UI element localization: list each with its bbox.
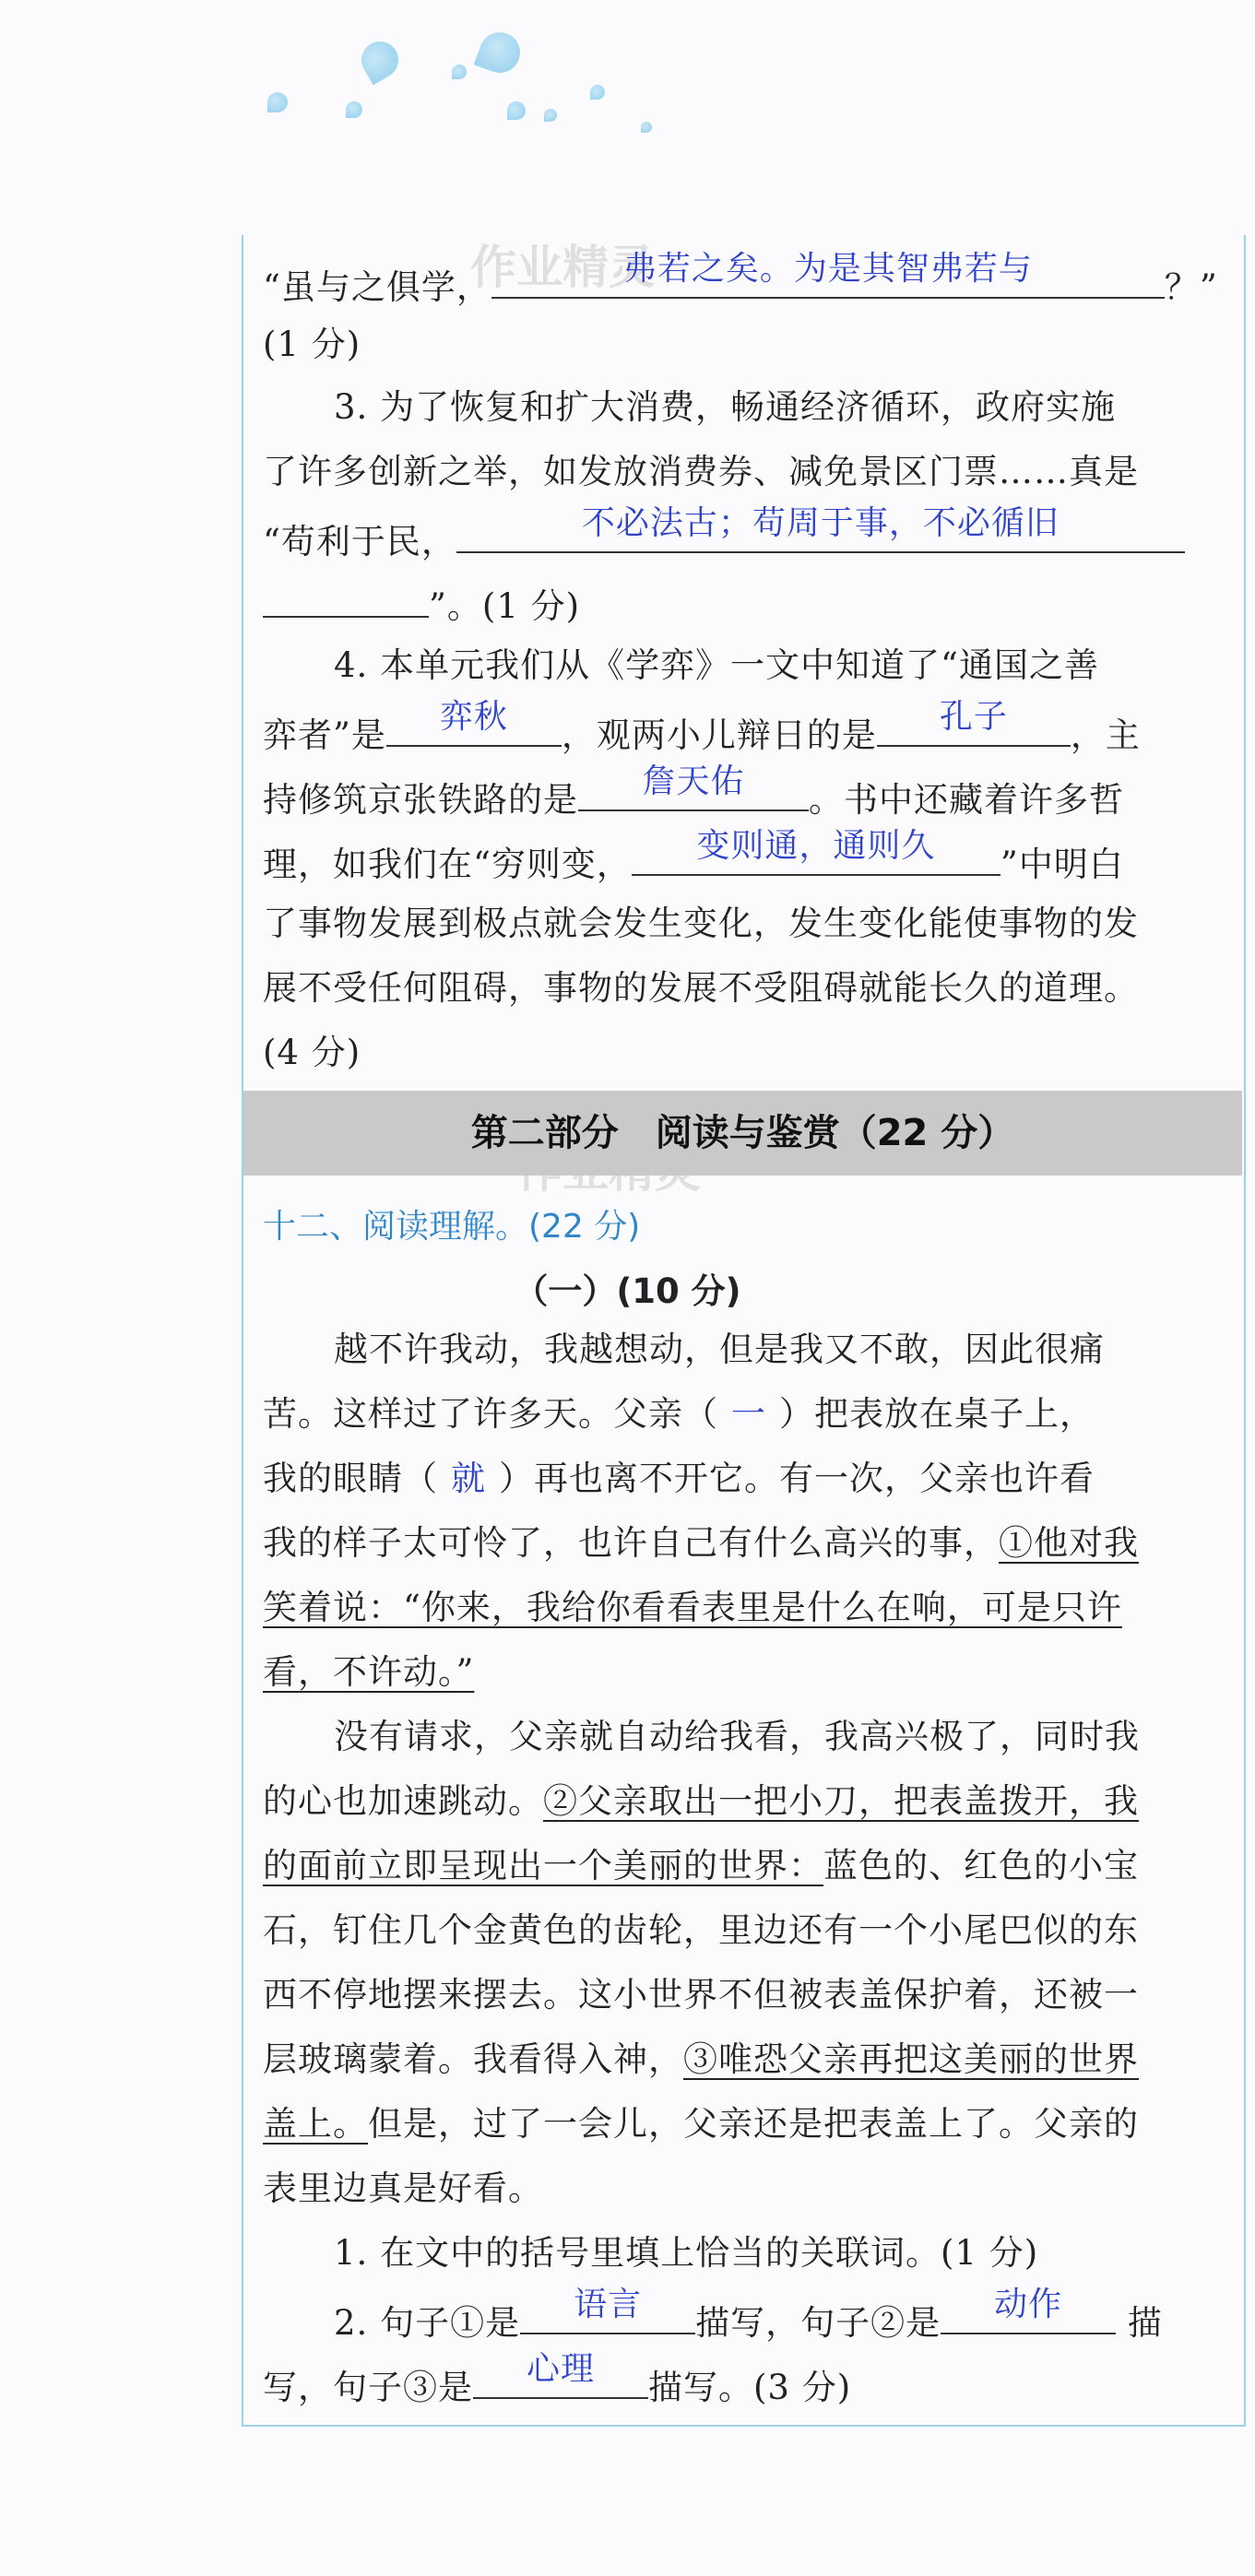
q2-answer-3: 心理: [526, 2350, 595, 2388]
sentence-2: ②父亲取出一把小刀，把表盖拨开，我: [543, 1781, 1139, 1821]
q4-score: (4 分): [263, 1033, 361, 1072]
q2-answer-2: 动作: [994, 2286, 1063, 2323]
question-2: 2. 句子①是 语言 描写，句子②是 动作 描: [334, 2296, 1163, 2346]
passage-line: 层玻璃蒙着。我看得入神，③唯恐父亲再把这美丽的世界: [263, 2039, 1139, 2079]
sentence-1: 笑着说：“你来，我给你看看表里是什么在响，可是只许: [263, 1588, 1122, 1627]
q3-answer: 不必法古；苟周于事，不必循旧: [581, 504, 1060, 542]
passage-line: 我的样子太可怜了，也许自己有什么高兴的事，①他对我: [263, 1523, 1139, 1563]
passage-line: 没有请求，父亲就自动给我看，我高兴极了，同时我: [334, 1717, 1140, 1756]
passage-line: 越不许我动，我越想动，但是我又不敢，因此很痛: [334, 1329, 1105, 1369]
passage-line: 的面前立即呈现出一个美丽的世界：蓝色的、红色的小宝: [263, 1846, 1139, 1885]
q4-line: 持修筑京张铁路的是 詹天佑 。书中还藏着许多哲: [263, 773, 1124, 822]
q3-line: 了许多创新之举，如发放消费券、减免景区门票……真是: [263, 452, 1139, 491]
q3-line: “苟利于民， 不必法古；苟周于事，不必循旧: [263, 514, 1185, 564]
sentence-1: ①他对我: [999, 1523, 1139, 1563]
section-title: 第二部分 阅读与鉴赏（22 分）: [243, 1091, 1242, 1176]
q4-answer-1: 弈秋: [439, 698, 508, 736]
passage-line: 的心也加速跳动。②父亲取出一把小刀，把表盖拨开，我: [263, 1781, 1139, 1821]
q3-line: 3. 为了恢复和扩大消费，畅通经济循环，政府实施: [334, 387, 1117, 427]
q3-line: ”。(1 分): [263, 579, 580, 629]
q4-line: 弈者”是 弈秋 ，观两小儿辩日的是 孔子 ，主: [263, 708, 1141, 758]
sentence-2: 的面前立即呈现出一个美丽的世界：: [263, 1846, 823, 1885]
question-1: 1. 在文中的括号里填上恰当的关联词。(1 分): [334, 2233, 1039, 2273]
fill-answer-1: 一: [731, 1394, 766, 1434]
q4-line: 展不受任何阻碍，事物的发展不受阻碍就能长久的道理。: [263, 968, 1139, 1008]
q2-answer: 弗若之矣。为是其智弗若与: [622, 250, 1033, 288]
passage-line: 西不停地摆来摆去。这小世界不但被表盖保护着，还被一: [263, 1975, 1139, 2015]
q4-answer-2: 孔子: [939, 698, 1008, 736]
q4-answer-4: 变则通，通则久: [696, 827, 936, 865]
q4-line: 理，如我们在“穷则变， 变则通，通则久 ”中明白: [263, 837, 1124, 887]
watermark: 作业精灵: [470, 241, 655, 294]
question-2: 写，句子③是 心理 描写。(3 分): [263, 2360, 851, 2410]
sentence-3: ③唯恐父亲再把这美丽的世界: [683, 2039, 1139, 2079]
question-title: 十二、阅读理解。(22 分): [263, 1208, 641, 1246]
passage-line: 表里边真是好看。: [263, 2168, 543, 2208]
passage-line: 盖上。但是，过了一会儿，父亲还是把表盖上了。父亲的: [263, 2104, 1139, 2144]
sentence-1: 看，不许动。”: [263, 1652, 475, 1692]
q4-answer-3: 詹天佑: [642, 762, 745, 800]
passage-line: 石，钉住几个金黄色的齿轮，里边还有一个小尾巴似的东: [263, 1910, 1139, 1950]
passage-line: 我的眼睛（ 就 ）再也离不开它。有一次，父亲也许看: [263, 1459, 1095, 1498]
q4-line: 4. 本单元我们从《学弈》一文中知道了“通国之善: [334, 645, 1099, 685]
q2-score: (1 分): [263, 325, 361, 364]
sentence-3: 盖上。: [263, 2104, 368, 2144]
subsection-title: （一）(10 分): [514, 1271, 741, 1311]
q2-line: “虽与之俱学， 弗若之矣。为是其智弗若与 ？”: [263, 260, 1218, 310]
passage-line: 苦。这样过了许多天。父亲（ 一 ）把表放在桌子上，: [263, 1394, 1095, 1434]
fill-answer-2: 就: [451, 1459, 486, 1498]
q4-line: 了事物发展到极点就会发生变化，发生变化能使事物的发: [263, 904, 1139, 943]
q2-answer-1: 语言: [574, 2286, 643, 2323]
